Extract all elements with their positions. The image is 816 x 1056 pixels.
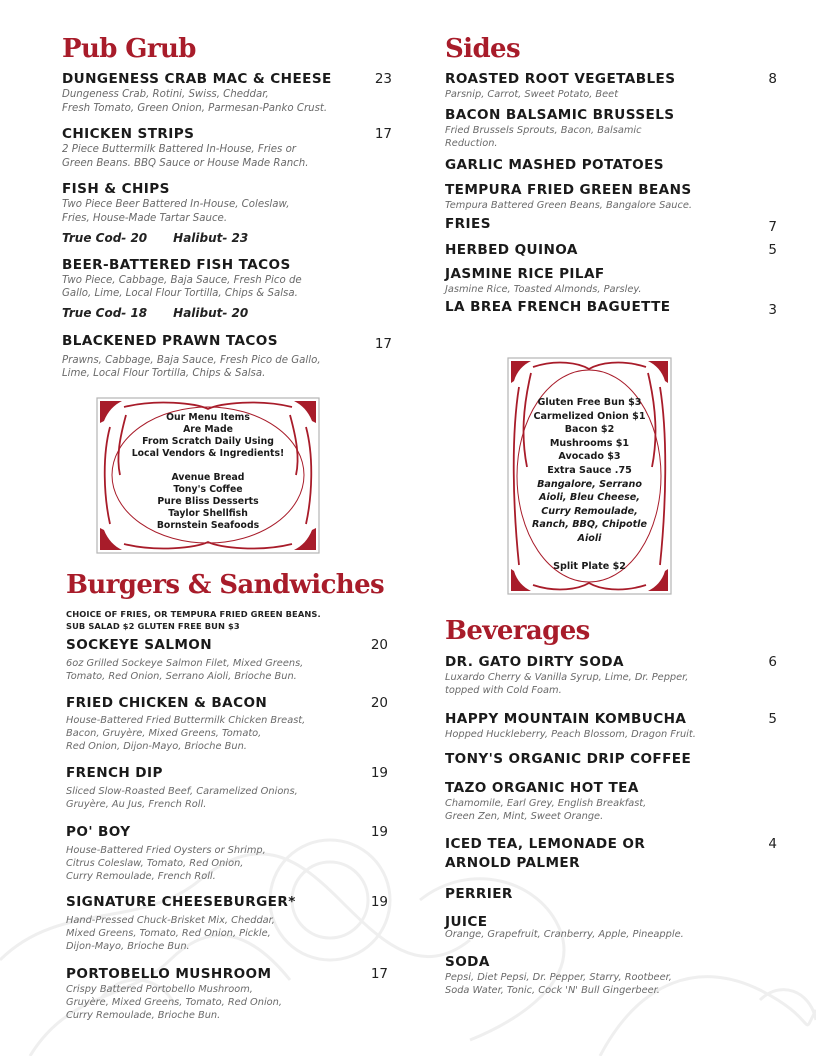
info-line: From Scratch Daily Using xyxy=(142,436,274,447)
item-desc: Gruyère, Au Jus, French Roll. xyxy=(66,799,207,810)
item-price: 23 xyxy=(374,71,392,87)
item-desc: Pepsi, Diet Pepsi, Dr. Pepper, Starry, Rootbeer, xyxy=(445,972,672,983)
menu-item xyxy=(66,966,388,1022)
item-desc: Reduction. xyxy=(445,138,498,149)
menu-item xyxy=(445,836,777,872)
burgers-note: CHOICE OF FRIES, OR TEMPURA FRIED GREEN BEANS. xyxy=(66,609,321,619)
menu-item xyxy=(445,266,777,296)
menu-item xyxy=(62,257,392,321)
item-price: 5 xyxy=(768,242,777,258)
item-desc: Jasmine Rice, Toasted Almonds, Parsley. xyxy=(445,284,642,295)
variant-price: True Cod- 20 xyxy=(62,230,148,245)
item-name: GARLIC MASHED POTATOES xyxy=(445,157,664,173)
item-desc: 6oz Grilled Sockeye Salmon Filet, Mixed Greens, xyxy=(66,658,304,669)
item-name: HAPPY MOUNTAIN KOMBUCHA xyxy=(445,711,687,727)
item-name: DR. GATO DIRTY SODA xyxy=(445,654,624,670)
item-name: BACON BALSAMIC BRUSSELS xyxy=(445,107,675,123)
item-price: 20 xyxy=(370,637,388,653)
split-plate-line: Split Plate $2 xyxy=(553,560,626,572)
item-name: FRIED CHICKEN & BACON xyxy=(66,695,268,711)
add-on-line: Mushrooms $1 xyxy=(549,437,630,449)
variant-price: Halibut- 23 xyxy=(173,230,249,245)
item-desc: Lime, Local Flour Tortilla, Chips & Salsa. xyxy=(62,368,266,380)
menu-item xyxy=(445,780,777,823)
item-desc: Crispy Battered Portobello Mushroom, xyxy=(66,984,253,995)
variant-price: Halibut- 20 xyxy=(173,305,249,320)
item-desc: Two Piece, Cabbage, Baja Sauce, Fresh Pico de xyxy=(62,274,302,286)
item-price: 3 xyxy=(768,302,777,318)
left-column xyxy=(62,32,392,381)
item-desc: Soda Water, Tonic, Cock 'N' Bull Gingerbeer. xyxy=(445,985,660,996)
info-line: Local Vendors & Ingredients! xyxy=(131,448,285,459)
item-desc: Luxardo Cherry & Vanilla Syrup, Lime, Dr. Pepper, xyxy=(445,672,689,683)
item-price: 8 xyxy=(768,71,777,87)
item-name: PO' BOY xyxy=(66,824,131,840)
sauce-line: Bangalore, Serrano xyxy=(537,478,642,490)
burgers-section xyxy=(66,568,388,1022)
menu-item xyxy=(445,71,777,101)
item-desc: topped with Cold Foam. xyxy=(445,685,562,696)
item-name: PERRIER xyxy=(445,886,513,902)
item-name: FISH & CHIPS xyxy=(62,181,170,198)
beverages-title: Beverages xyxy=(445,616,590,646)
pub-grub-title: Pub Grub xyxy=(62,34,196,64)
item-price: 4 xyxy=(768,836,777,852)
item-name: JASMINE RICE PILAF xyxy=(445,266,605,282)
vendor-name: Avenue Bread xyxy=(171,472,245,483)
item-desc: Two Piece Beer Battered In-House, Coleslaw, xyxy=(62,199,290,211)
item-name: SIGNATURE CHEESEBURGER* xyxy=(66,894,296,910)
item-name: SOCKEYE SALMON xyxy=(66,637,213,653)
item-desc: Gruyère, Mixed Greens, Tomato, Red Onion, xyxy=(66,997,282,1008)
menu-item xyxy=(62,333,392,381)
item-price: 5 xyxy=(768,711,777,727)
info-line: Our Menu Items xyxy=(166,412,250,423)
item-name: CHICKEN STRIPS xyxy=(62,126,195,143)
item-name: TAZO ORGANIC HOT TEA xyxy=(445,780,639,796)
add-on-line: Gluten Free Bun $3 xyxy=(537,397,642,408)
item-desc: Dungeness Crab, Rotini, Swiss, Cheddar, xyxy=(62,89,269,100)
menu-item xyxy=(62,71,392,115)
item-desc: Green Beans. BBQ Sauce or House Made Ranch. xyxy=(62,157,309,169)
menu-item xyxy=(445,182,777,212)
sauce-line: Ranch, BBQ, Chipotle xyxy=(532,519,647,531)
item-name: HERBED QUINOA xyxy=(445,242,578,258)
add-on-line: Avocado $3 xyxy=(558,451,621,463)
item-name: FRIES xyxy=(445,216,491,232)
menu-item xyxy=(445,654,777,697)
item-desc: Prawns, Cabbage, Baja Sauce, Fresh Pico de Gallo, xyxy=(62,354,321,366)
menu-item xyxy=(445,157,777,174)
item-desc: Tomato, Red Onion, Serrano Aioli, Brioche Bun. xyxy=(66,671,297,682)
add-on-line: Bacon $2 xyxy=(564,424,615,436)
menu-item xyxy=(66,637,388,683)
item-name: ROASTED ROOT VEGETABLES xyxy=(445,71,676,87)
add-ons-text xyxy=(507,396,672,573)
item-name: BLACKENED PRAWN TACOS xyxy=(62,332,278,349)
sauce-line: Curry Remoulade, xyxy=(541,505,638,517)
menu-item xyxy=(445,299,777,316)
item-desc: Parsnip, Carrot, Sweet Potato, Beet xyxy=(445,89,619,100)
item-price: 19 xyxy=(370,824,388,840)
item-name: JUICE xyxy=(445,914,488,930)
item-name-line2: ARNOLD PALMER xyxy=(445,855,580,871)
item-desc: Fresh Tomato, Green Onion, Parmesan-Panko Crust. xyxy=(62,102,328,114)
item-desc: Curry Remoulade, Brioche Bun. xyxy=(66,1010,221,1021)
local-vendors-box xyxy=(96,397,320,554)
item-desc: Orange, Grapefruit, Cranberry, Apple, Pineapple. xyxy=(445,929,684,940)
vendor-name: Pure Bliss Desserts xyxy=(157,496,259,507)
item-name: TEMPURA FRIED GREEN BEANS xyxy=(445,182,692,198)
menu-item xyxy=(445,954,777,997)
sauce-line: Aioli xyxy=(577,532,602,544)
item-variants xyxy=(62,231,392,246)
item-desc: Chamomile, Earl Grey, English Breakfast, xyxy=(445,798,647,809)
item-desc: Bacon, Gruyère, Mixed Greens, Tomato, xyxy=(66,728,262,739)
item-desc: Fried Brussels Sprouts, Bacon, Balsamic xyxy=(445,125,642,136)
item-price: 6 xyxy=(768,654,777,670)
info-box-text xyxy=(96,412,320,532)
item-name: SODA xyxy=(445,954,490,970)
menu-item xyxy=(66,824,388,883)
add-on-line: Extra Sauce .75 xyxy=(547,464,632,476)
item-desc: Sliced Slow-Roasted Beef, Caramelized Onions, xyxy=(66,786,298,797)
variant-price: True Cod- 18 xyxy=(62,305,148,320)
menu-item xyxy=(66,765,388,811)
item-desc: House-Battered Fried Oysters or Shrimp, xyxy=(66,845,266,856)
item-desc: Red Onion, Dijon-Mayo, Brioche Bun. xyxy=(66,741,247,752)
menu-item xyxy=(66,894,388,953)
item-name: BEER-BATTERED FISH TACOS xyxy=(62,256,291,273)
item-desc: Fries, House-Made Tartar Sauce. xyxy=(62,212,228,224)
item-price: 17 xyxy=(374,126,392,143)
item-price: 19 xyxy=(370,765,388,781)
menu-item xyxy=(445,914,777,941)
menu-item xyxy=(62,126,392,170)
vendor-name: Tony's Coffee xyxy=(173,484,243,495)
item-price: 7 xyxy=(768,219,777,235)
item-name: LA BREA FRENCH BAGUETTE xyxy=(445,299,671,315)
item-name: TONY'S ORGANIC DRIP COFFEE xyxy=(445,751,692,767)
menu-item xyxy=(66,695,388,753)
item-desc: Hand-Pressed Chuck-Brisket Mix, Cheddar, xyxy=(66,915,275,926)
item-price: 17 xyxy=(370,966,388,982)
item-name: PORTOBELLO MUSHROOM xyxy=(66,966,272,982)
burgers-note: SUB SALAD $2 GLUTEN FREE BUN $3 xyxy=(66,621,240,631)
vendor-name: Taylor Shellfish xyxy=(168,508,248,519)
item-price: 19 xyxy=(370,894,388,910)
item-desc: Curry Remoulade, French Roll. xyxy=(66,871,216,882)
menu-item xyxy=(62,181,392,245)
item-price: 20 xyxy=(370,695,388,711)
item-desc: 2 Piece Buttermilk Battered In-House, Fries or xyxy=(62,144,296,156)
item-desc: Green Zen, Mint, Sweet Orange. xyxy=(445,811,604,822)
item-desc: Mixed Greens, Tomato, Red Onion, Pickle, xyxy=(66,928,271,939)
add-on-line: Carmelized Onion $1 xyxy=(533,410,646,422)
item-name: FRENCH DIP xyxy=(66,765,163,781)
menu-item xyxy=(445,751,777,768)
menu-item xyxy=(445,216,777,233)
item-desc: Gallo, Lime, Local Flour Tortilla, Chips & Salsa. xyxy=(62,288,298,300)
item-price: 17 xyxy=(374,335,392,352)
sides-section xyxy=(445,32,777,316)
sides-title: Sides xyxy=(445,34,521,64)
item-desc: House-Battered Fried Buttermilk Chicken Breast, xyxy=(66,715,306,726)
item-desc: Citrus Coleslaw, Tomato, Red Onion, xyxy=(66,858,244,869)
add-ons-box xyxy=(507,357,672,595)
sauce-line: Aioli, Bleu Cheese, xyxy=(539,492,640,504)
item-name: DUNGENESS CRAB MAC & CHEESE xyxy=(62,71,332,87)
item-variants xyxy=(62,306,392,321)
menu-item xyxy=(445,711,777,741)
item-desc: Tempura Battered Green Beans, Bangalore Sauce. xyxy=(445,200,693,211)
item-name: ICED TEA, LEMONADE OR xyxy=(445,836,646,852)
vendor-name: Bornstein Seafoods xyxy=(156,520,260,531)
menu-item xyxy=(445,107,777,150)
item-desc: Dijon-Mayo, Brioche Bun. xyxy=(66,941,190,952)
menu-item xyxy=(445,242,777,259)
info-line: Are Made xyxy=(183,424,233,435)
menu-item xyxy=(445,886,777,903)
burgers-title: Burgers & Sandwiches xyxy=(66,570,385,600)
beverages-section xyxy=(445,614,777,997)
item-desc: Hopped Huckleberry, Peach Blossom, Dragon Fruit. xyxy=(445,729,696,740)
